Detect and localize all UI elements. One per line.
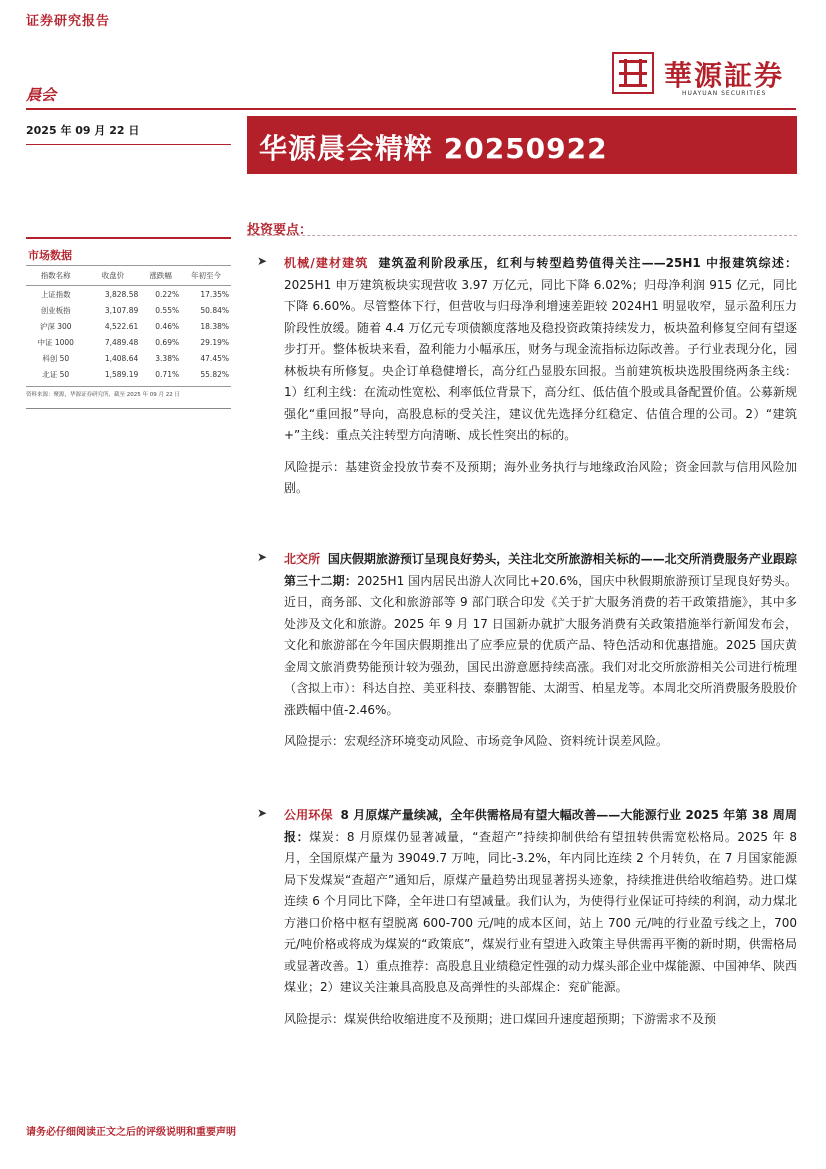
ytd-pct: 18.38% bbox=[200, 321, 229, 331]
ytd-pct: 50.84% bbox=[200, 305, 229, 315]
change-pct: 0.22% bbox=[155, 289, 180, 299]
index-name: 科创 50 bbox=[42, 353, 70, 363]
date-divider bbox=[26, 144, 231, 145]
key-point-headline: 8 月原煤产量续减，全年供需格局有望大幅改善——大能源行业 2025 年第 38 周周报： bbox=[284, 808, 797, 844]
footer-disclaimer: 请务必仔细阅读正文之后的评级说明和重要声明 bbox=[26, 1127, 236, 1138]
close-price: 7,489.48 bbox=[104, 337, 139, 347]
page-title: 华源晨会精粹 20250922 bbox=[259, 132, 608, 165]
change-pct: 0.69% bbox=[155, 337, 180, 347]
change-pct: 3.38% bbox=[155, 353, 180, 363]
ytd-pct: 55.82% bbox=[200, 369, 229, 379]
ytd-pct: 29.19% bbox=[200, 337, 229, 347]
arrow-bullet-icon: ➤ bbox=[257, 550, 268, 564]
key-point-paragraph bbox=[284, 549, 797, 721]
index-name: 创业板指 bbox=[40, 305, 71, 315]
table-row bbox=[26, 286, 231, 303]
sector-tag: 北交所 bbox=[284, 552, 321, 566]
market-data-panel bbox=[26, 237, 231, 398]
title-banner bbox=[247, 116, 797, 174]
close-price: 1,408.64 bbox=[104, 353, 139, 363]
key-point-item bbox=[257, 549, 797, 753]
change-pct: 0.55% bbox=[155, 305, 180, 315]
market-data-table bbox=[26, 265, 231, 382]
change-pct: 0.71% bbox=[155, 369, 180, 379]
close-price: 4,522.61 bbox=[104, 321, 139, 331]
risk-warning: 风险提示：煤炭供给收缩进度不及预期；进口煤回升速度超预期；下游需求不及预 bbox=[284, 1011, 717, 1026]
index-name: 上证指数 bbox=[40, 289, 71, 299]
index-name: 北证 50 bbox=[42, 369, 70, 379]
market-top-rule bbox=[26, 237, 231, 239]
risk-warning: 风险提示：基建资金投放节奏不及预期；海外业务执行与地缘政治风险；资金回款与信用风险加剧。 bbox=[284, 459, 797, 495]
logo-english-name: HUAYUAN SECURITIES bbox=[682, 90, 767, 97]
table-row bbox=[26, 302, 231, 318]
table-row bbox=[26, 350, 231, 366]
change-pct: 0.46% bbox=[155, 321, 180, 331]
column-header: 涨跌幅 bbox=[140, 266, 181, 286]
key-point-headline: 建筑盈利阶段承压，红利与转型趋势值得关注——25H1 中报建筑综述： bbox=[378, 256, 797, 270]
section-label: 晨会 bbox=[26, 86, 57, 104]
close-price: 3,828.58 bbox=[104, 289, 139, 299]
key-point-item bbox=[257, 805, 797, 1030]
market-bottom-rule bbox=[26, 408, 231, 409]
market-data-source: 资料来源：聚源，华源证券研究所，截至 2025 年 09 月 22 日 bbox=[26, 386, 231, 398]
risk-warning: 风险提示：宏观经济环境变动风险、市场竞争风险、资料统计误差风险。 bbox=[284, 734, 669, 748]
key-point-body: 2025H1 国内居民出游人次同比+20.6%，国庆中秋假期旅游预订呈现良好势头。近日，商务部、文化和旅游部等 9 部门联合印发《关于扩大服务消费的若干政策措施》，其中多处涉及文化和旅游。2025 年 9 月 17 日国新办就扩大服务消费有关政策措施举行新闻发布会，文化和旅游部在今年国庆假期推出了应季应景的优质产品、特色活动和优惠措施。2025 国庆黄金周文旅消费势能预计较为强劲，国民出游意愿持续高涨。我们对北交所旅游相关公司进行梳理（含拟上市）：科达自控、美亚科技、泰鹏智能、太湖雪、柏星龙等。本周北交所消费服务股股价涨跌幅中值-2.46%。 bbox=[284, 573, 797, 717]
sector-tag: 机械/建材建筑 bbox=[284, 256, 369, 270]
key-points-label: 投资要点： bbox=[247, 223, 313, 238]
report-date: 2025 年 09 月 22 日 bbox=[26, 124, 140, 137]
key-point-paragraph bbox=[284, 805, 797, 999]
key-point-headline: 国庆假期旅游预订呈现良好势头，关注北交所旅游相关标的——北交所消费服务产业跟踪第三十二期： bbox=[284, 552, 797, 588]
arrow-bullet-icon: ➤ bbox=[257, 806, 268, 820]
index-name: 中证 1000 bbox=[37, 337, 74, 347]
ytd-pct: 17.35% bbox=[200, 289, 229, 299]
ytd-pct: 47.45% bbox=[200, 353, 229, 363]
top-divider bbox=[26, 108, 796, 110]
market-data-title: 市场数据 bbox=[28, 249, 72, 262]
arrow-bullet-icon: ➤ bbox=[257, 254, 268, 268]
key-point-body: 煤炭：8 月原煤仍显著减量，“查超产”持续抑制供给有望扭转供需宽松格局。2025 年 8 月，全国原煤产量为 39049.7 万吨，同比-3.2%，年内同比连续 2 个月转负，在 7 月国家能源局下发煤炭“查超产”通知后，原煤产量趋势出现显著拐头迹象，持续推进供给收缩趋势。进口煤连续 6 个月同比下降，全年进口有望减量。我们认为，为使得行业保证可持续的利润，动力煤北方港口价格中枢有望脱离 600-700 元/吨的成本区间，站上 700 元/吨的行业盈亏线之上，700 元/吨价格或将成为煤炭的“政策底”，煤炭行业有望进入政策主导供需再平衡的新时期，供需格局或显著改善。1）重点推荐：高股息且业绩稳定性强的动力煤头部企业中煤能源、中国神华、陕西煤业；2）建议关注兼具高股息及高弹性的头部煤企：兖矿能源。 bbox=[284, 829, 797, 994]
sector-tag: 公用环保 bbox=[284, 808, 333, 822]
key-point-item bbox=[257, 253, 797, 500]
key-point-body: 2025H1 申万建筑板块实现营收 3.97 万亿元，同比下降 6.02%；归母净利润 915 亿元，同比下降 6.60%。尽管整体下行，但营收与归母净利增速差距较 2024H1 明显收窄，显示盈利压力阶段性放缓。随着 4.4 万亿元专项债额度落地及稳投资政策持续发力，板块盈利修复空间有望逐步打开。整体板块来看，盈利能力小幅承压，财务与现金流指标边际改善。子行业表现分化，园林板块有所修复。央企订单稳健增长，高分红凸显股东回报。当前建筑板块选股围绕两条主线：1）红利主线：在流动性宽松、利率低位背景下，高分红、低估值个股或具备配置价值。公募新规强化“重回报”导向，高股息标的受关注，建议优先选择分红稳定、估值合理的公司。2）“建筑+”主线：重点关注转型方向清晰、成长性突出的标的。 bbox=[284, 277, 797, 442]
table-row bbox=[26, 366, 231, 382]
index-name: 沪深 300 bbox=[39, 321, 72, 331]
close-price: 1,589.19 bbox=[104, 369, 139, 379]
key-point-paragraph bbox=[284, 253, 797, 447]
column-header: 指数名称 bbox=[26, 266, 85, 286]
seal-icon bbox=[612, 52, 654, 94]
close-price: 3,107.89 bbox=[104, 305, 139, 315]
table-row bbox=[26, 334, 231, 350]
column-header: 收盘价 bbox=[85, 266, 140, 286]
report-type-label: 证券研究报告 bbox=[26, 14, 111, 29]
key-points-divider bbox=[247, 235, 797, 236]
logo-chinese-name: 華源証券 bbox=[664, 59, 785, 92]
table-row bbox=[26, 318, 231, 334]
huayuan-logo bbox=[612, 52, 802, 100]
column-header: 年初至今 bbox=[181, 266, 231, 286]
